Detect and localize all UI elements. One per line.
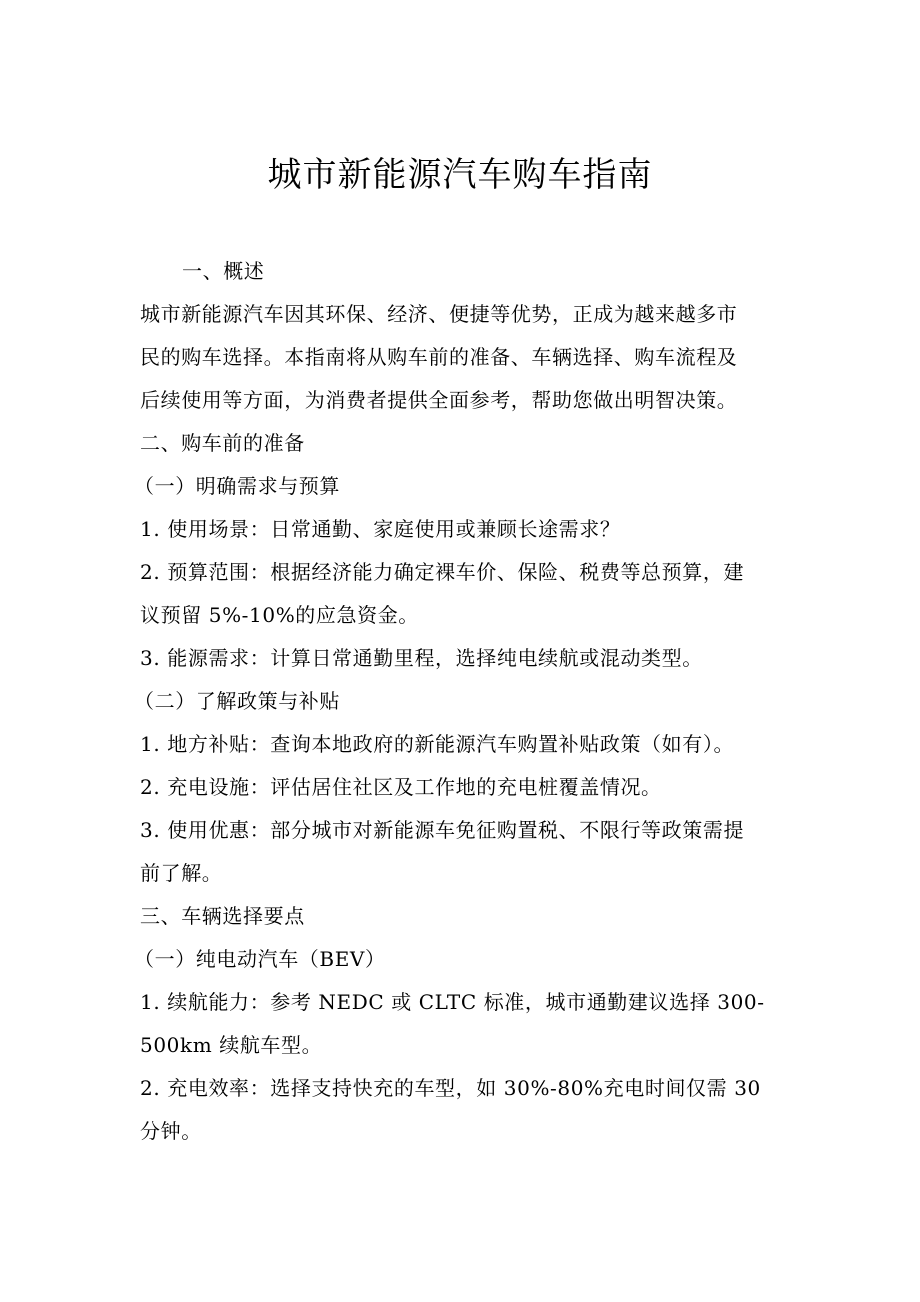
list-item: 2. 预算范围：根据经济能力确定裸车价、保险、税费等总预算，建	[140, 560, 745, 584]
document-title: 城市新能源汽车购车指南	[267, 155, 653, 195]
list-item: 1. 地方补贴：查询本地政府的新能源汽车购置补贴政策（如有）。	[140, 732, 735, 756]
list-item: 2. 充电设施：评估居住社区及工作地的充电桩覆盖情况。	[140, 775, 662, 799]
list-item-continuation: 前了解。	[140, 861, 223, 885]
list-item: 3. 能源需求：计算日常通勤里程，选择纯电续航或混动类型。	[140, 646, 703, 670]
subsection-heading-bev: （一）纯电动汽车（BEV）	[134, 947, 386, 971]
paragraph-line: 城市新能源汽车因其环保、经济、便捷等优势，正成为越来越多市	[140, 302, 738, 326]
list-item: 3. 使用优惠：部分城市对新能源车免征购置税、不限行等政策需提	[140, 818, 745, 842]
section-heading-overview: 一、概述	[182, 259, 265, 283]
list-item: 1. 续航能力：参考 NEDC 或 CLTC 标准，城市通勤建议选择 300-	[140, 990, 765, 1014]
list-item: 2. 充电效率：选择支持快充的车型，如 30%-80%充电时间仅需 30	[140, 1076, 761, 1100]
list-item-continuation: 分钟。	[140, 1119, 202, 1143]
list-item-continuation: 议预留 5%-10%的应急资金。	[140, 603, 419, 627]
subsection-heading-policy-subsidy: （二）了解政策与补贴	[134, 689, 340, 713]
list-item: 1. 使用场景：日常通勤、家庭使用或兼顾长途需求？	[140, 517, 621, 541]
paragraph-line: 民的购车选择。本指南将从购车前的准备、车辆选择、购车流程及	[140, 345, 738, 369]
subsection-heading-needs-budget: （一）明确需求与预算	[134, 474, 340, 498]
paragraph-line: 后续使用等方面，为消费者提供全面参考，帮助您做出明智决策。	[140, 388, 738, 412]
section-heading-vehicle-selection: 三、车辆选择要点	[140, 904, 305, 928]
list-item-continuation: 500km 续航车型。	[140, 1033, 323, 1057]
section-heading-preparation: 二、购车前的准备	[140, 431, 305, 455]
